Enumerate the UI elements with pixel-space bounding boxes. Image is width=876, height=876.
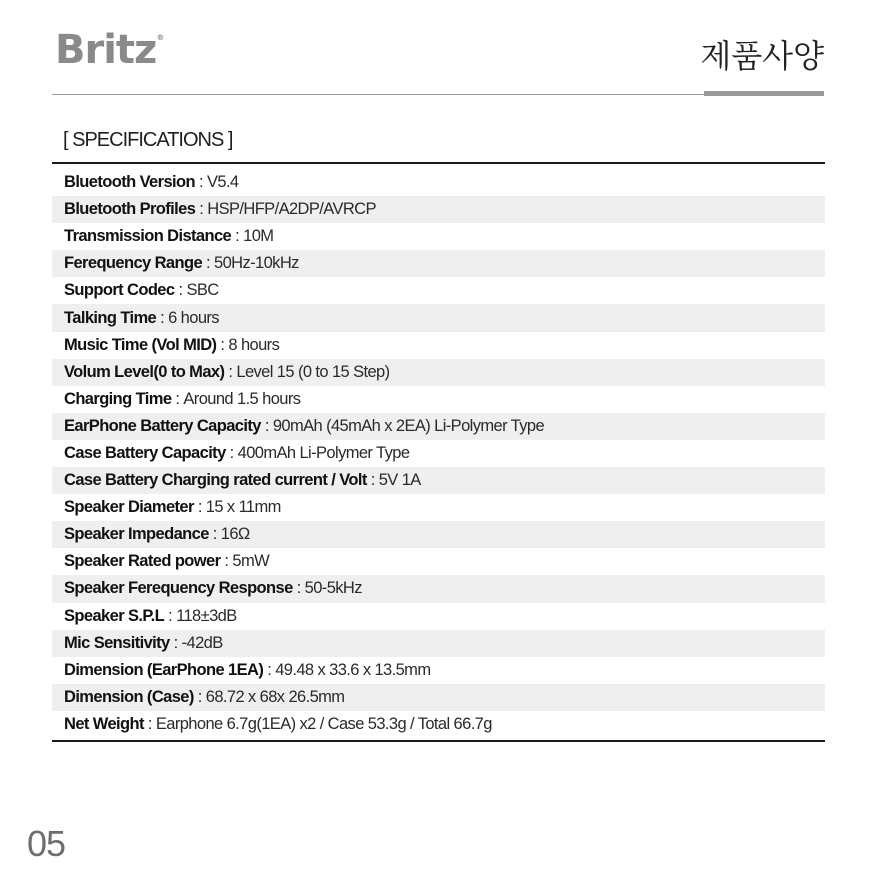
- table-bottom-rule: [52, 740, 825, 742]
- spec-value: SBC: [186, 281, 219, 300]
- spec-separator: :: [175, 389, 180, 408]
- spec-label: Case Battery Charging rated current / Volt: [64, 471, 367, 490]
- spec-row: [52, 630, 825, 657]
- spec-label: Case Battery Capacity: [64, 443, 226, 462]
- trademark-mark: ®: [156, 33, 164, 42]
- spec-label: Bluetooth Profiles: [64, 200, 196, 219]
- spec-value: 15 x 11mm: [205, 498, 281, 517]
- spec-value: Around 1.5 hours: [183, 389, 301, 408]
- spec-row: [52, 386, 825, 413]
- spec-value: Level 15 (0 to 15 Step): [236, 362, 390, 381]
- spec-value: -42dB: [181, 633, 223, 652]
- spec-label: Speaker S.P.L: [64, 606, 165, 625]
- spec-value: 118±3dB: [176, 606, 237, 625]
- spec-row: [52, 196, 825, 223]
- spec-row: [52, 304, 825, 331]
- spec-label: EarPhone Battery Capacity: [64, 416, 261, 435]
- spec-row: [52, 657, 825, 684]
- britz-logo: [55, 27, 164, 73]
- spec-separator: :: [198, 173, 203, 192]
- spec-value: 50-5kHz: [304, 579, 362, 598]
- spec-row: [52, 548, 825, 575]
- spec-separator: :: [197, 498, 202, 517]
- spec-label: Volum Level(0 to Max): [64, 362, 225, 381]
- spec-row: [52, 575, 825, 602]
- spec-separator: :: [229, 443, 234, 462]
- spec-value: 16Ω: [220, 525, 250, 544]
- spec-label: Dimension (EarPhone 1EA): [64, 660, 264, 679]
- header-accent-bar: [704, 91, 824, 96]
- spec-value: 68.72 x 68x 26.5mm: [205, 687, 345, 706]
- spec-separator: :: [228, 362, 233, 381]
- spec-label: Dimension (Case): [64, 687, 194, 706]
- spec-separator: :: [173, 633, 178, 652]
- spec-label: Charging Time: [64, 389, 172, 408]
- spec-separator: :: [267, 660, 272, 679]
- spec-separator: :: [224, 552, 229, 571]
- page-heading: 제품사양: [700, 37, 824, 75]
- spec-row: [52, 169, 825, 196]
- spec-value: 400mAh Li-Polymer Type: [237, 443, 410, 462]
- spec-separator: :: [235, 227, 240, 246]
- spec-value: Earphone 6.7g(1EA) x2 / Case 53.3g / Total 66.7g: [155, 714, 492, 733]
- spec-separator: :: [168, 606, 173, 625]
- spec-value: 10M: [243, 227, 274, 246]
- spec-label: Talking Time: [64, 308, 157, 327]
- spec-row: [52, 603, 825, 630]
- spec-separator: :: [220, 335, 225, 354]
- spec-separator: :: [160, 308, 165, 327]
- page-number: 05: [27, 823, 66, 864]
- spec-separator: :: [212, 525, 217, 544]
- spec-value: V5.4: [206, 173, 239, 192]
- spec-value: 6 hours: [168, 308, 219, 327]
- spec-separator: :: [199, 200, 204, 219]
- spec-row: [52, 684, 825, 711]
- spec-label: Bluetooth Version: [64, 173, 195, 192]
- spec-row: [52, 413, 825, 440]
- spec-row: [52, 223, 825, 250]
- spec-value: 49.48 x 33.6 x 13.5mm: [275, 660, 431, 679]
- spec-row: [52, 277, 825, 304]
- spec-row: [52, 711, 825, 738]
- spec-label: Speaker Rated power: [64, 552, 221, 571]
- spec-value: 50Hz-10kHz: [214, 254, 299, 273]
- spec-value: HSP/HFP/A2DP/AVRCP: [207, 200, 376, 219]
- spec-label: Net Weight: [64, 714, 144, 733]
- spec-row: [52, 494, 825, 521]
- spec-value: 8 hours: [228, 335, 280, 354]
- spec-row: [52, 250, 825, 277]
- spec-label: Mic Sensitivity: [64, 633, 170, 652]
- spec-row: [52, 467, 825, 494]
- spec-label: Ferequency Range: [64, 254, 203, 273]
- spec-label: Speaker Diameter: [64, 498, 194, 517]
- spec-label: Transmission Distance: [64, 227, 232, 246]
- spec-row: [52, 359, 825, 386]
- spec-row: [52, 332, 825, 359]
- logo-text: Britz: [55, 27, 157, 73]
- spec-row: [52, 440, 825, 467]
- spec-value: 5mW: [232, 552, 270, 571]
- spec-separator: :: [296, 579, 301, 598]
- spec-value: 90mAh (45mAh x 2EA) Li-Polymer Type: [272, 416, 545, 435]
- spec-separator: :: [206, 254, 211, 273]
- spec-separator: :: [370, 471, 375, 490]
- table-top-rule: [52, 162, 825, 164]
- spec-table: [52, 169, 825, 738]
- spec-row: [52, 521, 825, 548]
- spec-label: Speaker Impedance: [64, 525, 209, 544]
- spec-separator: :: [147, 714, 152, 733]
- spec-label: Speaker Ferequency Response: [64, 579, 293, 598]
- section-title: [ SPECIFICATIONS ]: [63, 129, 233, 151]
- spec-separator: :: [264, 416, 269, 435]
- spec-label: Music Time (Vol MID): [64, 335, 217, 354]
- spec-label: Support Codec: [64, 281, 175, 300]
- spec-value: 5V 1A: [378, 471, 421, 490]
- spec-separator: :: [197, 687, 202, 706]
- spec-separator: :: [178, 281, 183, 300]
